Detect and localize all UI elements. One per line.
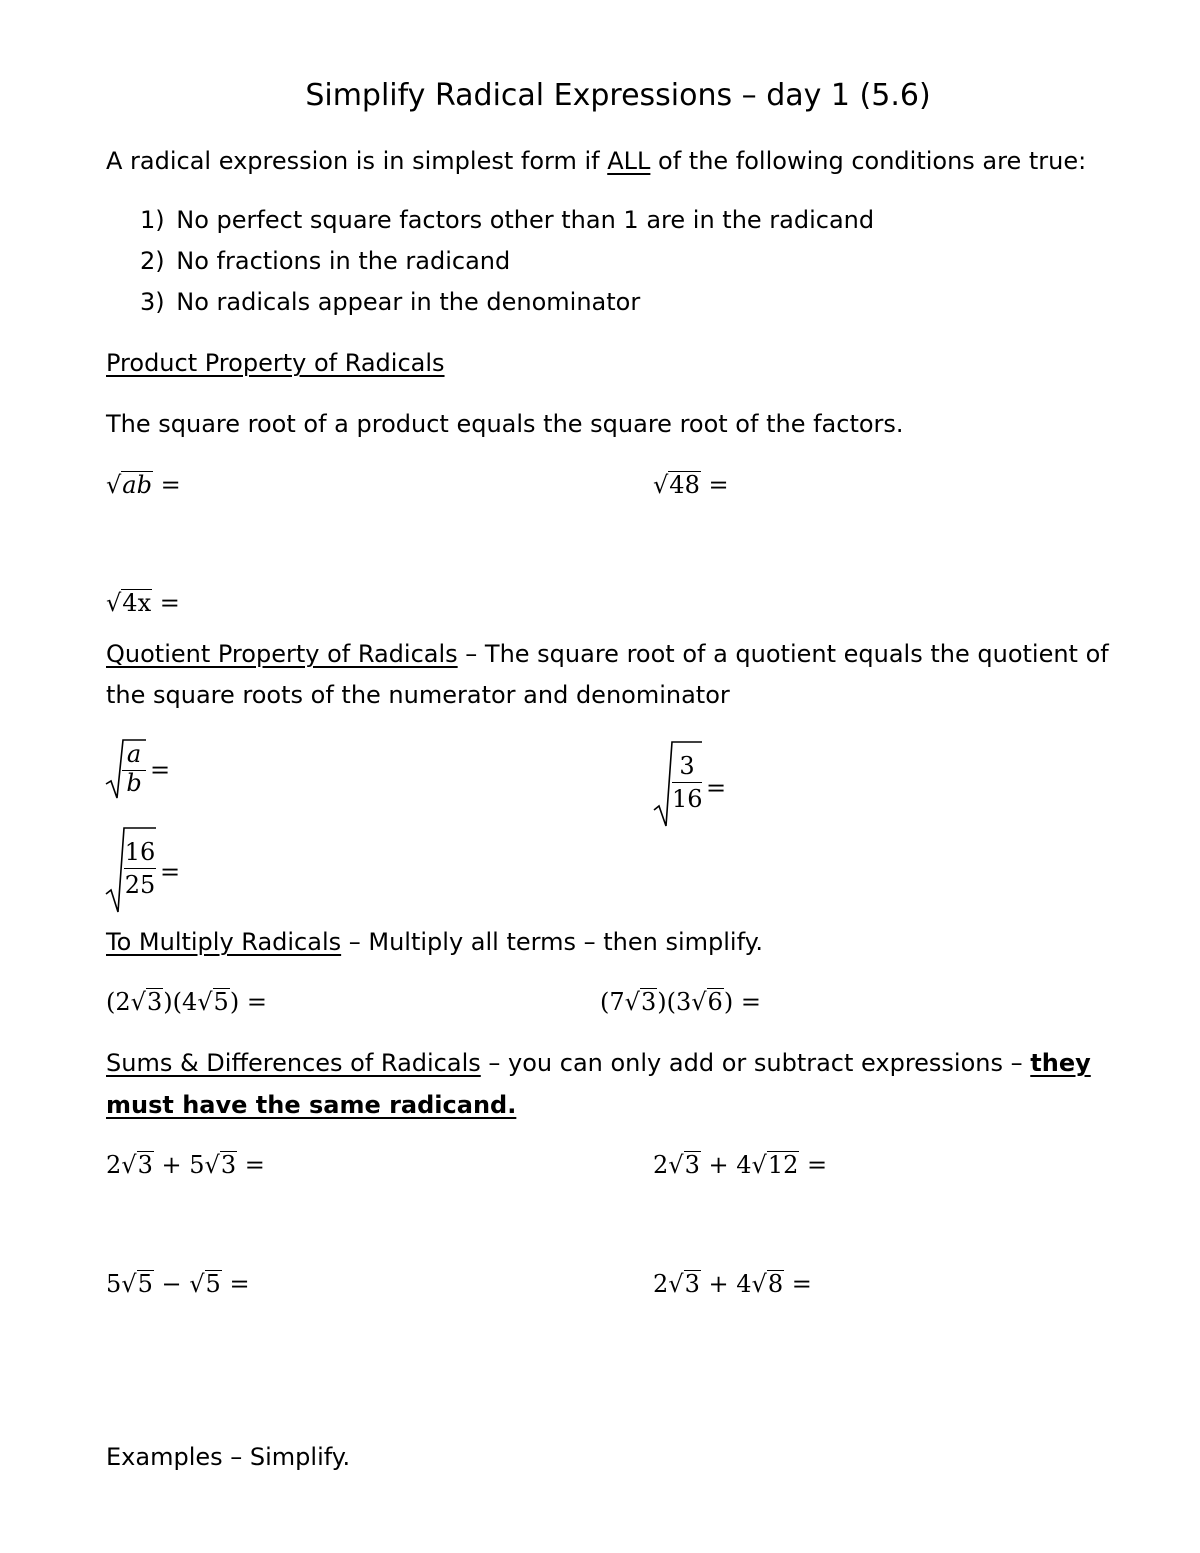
radicand: 5 (137, 1270, 153, 1298)
quotient-example-3-16 (652, 738, 742, 828)
operator: − (161, 1270, 182, 1298)
denominator: b (126, 769, 142, 797)
radicand: 6 (707, 988, 723, 1016)
equals-sign: = (807, 1151, 828, 1179)
product-example-ab: √ab = (106, 471, 181, 499)
operator: + (708, 1151, 729, 1179)
sums-example-2: 2√3 + 4√12 = (653, 1151, 828, 1179)
product-example-48: √48 = (653, 471, 729, 499)
equals-sign: = (160, 471, 181, 499)
radicand: 3 (137, 1151, 153, 1179)
equals-sign: = (159, 589, 180, 617)
numerator: 16 (124, 838, 156, 866)
sums-emphasis-line1: they (1030, 1049, 1091, 1077)
sums-example-4: 2√3 + 4√8 = (653, 1270, 812, 1298)
equals-sign: = (244, 1151, 265, 1179)
intro-emphasis: ALL (607, 147, 651, 175)
condition-item (140, 205, 874, 235)
quotient-heading: Quotient Property of Radicals (106, 640, 458, 668)
condition-item (140, 246, 510, 276)
product-example-4x: √4x = (106, 589, 180, 617)
equals-sign: = (708, 471, 729, 499)
radicand: 3 (146, 988, 163, 1016)
multiply-definition (106, 927, 763, 957)
sums-example-1: 2√3 + 5√3 = (106, 1151, 265, 1179)
radicand: 48 (669, 471, 700, 499)
operator: + (708, 1270, 729, 1298)
radicand: ab (122, 471, 152, 499)
sums-heading: Sums & Differences of Radicals (106, 1049, 481, 1077)
sums-definition (106, 1048, 1091, 1078)
product-definition: The square root of a product equals the square root of the factors. (106, 410, 904, 438)
radicand: 3 (684, 1151, 700, 1179)
denominator: 25 (124, 871, 156, 899)
radicand: 3 (640, 988, 657, 1016)
numerator: 3 (679, 752, 695, 780)
quotient-definition-line2: the square roots of the numerator and denominator (106, 681, 730, 709)
radicand: 5 (213, 988, 229, 1016)
radicand: 3 (220, 1151, 237, 1179)
condition-item (140, 287, 640, 317)
product-heading: Product Property of Radicals (106, 349, 445, 377)
multiply-example-2: (7√3)(3√6) = (600, 988, 761, 1016)
sums-example-3: 5√5 − √5 = (106, 1270, 250, 1298)
radicand: 12 (767, 1151, 799, 1179)
radicand: 5 (205, 1270, 221, 1298)
equals-sign: = (150, 756, 171, 784)
numerator: a (126, 740, 142, 768)
operator: + (161, 1151, 182, 1179)
equals-sign: = (740, 988, 761, 1016)
quotient-definition (106, 639, 1109, 669)
intro-text (106, 146, 1086, 176)
equals-sign: = (791, 1270, 812, 1298)
equals-sign: = (160, 858, 181, 886)
condition-text: No radicals appear in the denominator (176, 288, 641, 316)
multiply-example-1: (2√3)(4√5) = (106, 988, 267, 1016)
intro-before: A radical expression is in simplest form if (106, 147, 608, 175)
radicand: 3 (684, 1270, 700, 1298)
condition-text: No fractions in the radicand (176, 247, 511, 275)
equals-sign: = (229, 1270, 250, 1298)
quotient-definition-line1: – The square root of a quotient equals the quotient of (457, 640, 1109, 668)
sums-emphasis-line2: must have the same radicand. (106, 1091, 517, 1119)
quotient-example-16-25 (104, 824, 194, 914)
condition-number: 1) (140, 206, 165, 234)
radicand: 4x (122, 589, 152, 617)
condition-text: No perfect square factors other than 1 are in the radicand (176, 206, 875, 234)
sums-definition-text: – you can only add or subtract expressions – (480, 1049, 1031, 1077)
radicand: 8 (767, 1270, 784, 1298)
examples-label: Examples – Simplify. (106, 1443, 351, 1471)
denominator: 16 (672, 785, 703, 813)
multiply-heading: To Multiply Radicals (106, 928, 342, 956)
equals-sign: = (706, 774, 727, 802)
page-title: Simplify Radical Expressions – day 1 (5.6) (305, 78, 931, 113)
condition-number: 3) (140, 288, 165, 316)
quotient-example-ab (104, 738, 174, 802)
condition-number: 2) (140, 247, 165, 275)
intro-after: of the following conditions are true: (650, 147, 1087, 175)
equals-sign: = (246, 988, 267, 1016)
multiply-definition-text: – Multiply all terms – then simplify. (341, 928, 763, 956)
